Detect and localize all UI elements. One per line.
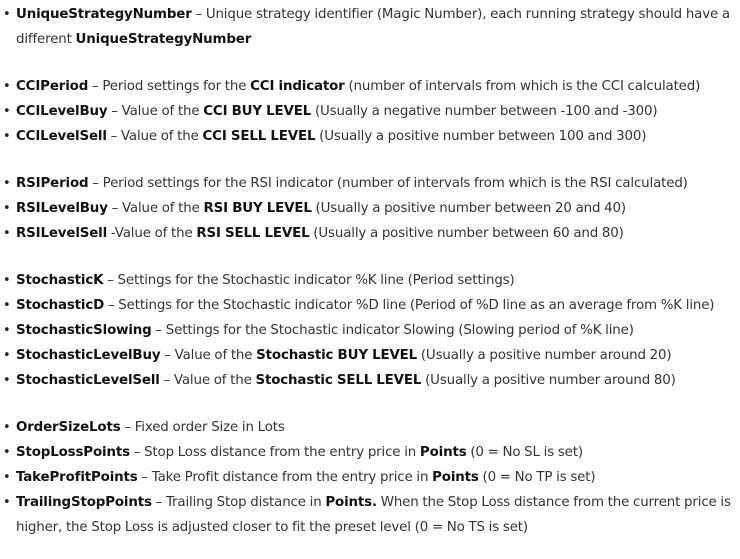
description-text: (Usually a negative number between -100 and -300) [311, 104, 658, 119]
bullet-icon: • [3, 176, 11, 191]
parameter-group [0, 268, 740, 393]
description-text: – Period settings for the [88, 79, 251, 94]
list-item [0, 440, 740, 465]
bullet-icon: • [3, 79, 11, 94]
description-text: – Settings for the Stochastic indicator %K line (Period settings) [103, 273, 515, 288]
description-text: (number of intervals from which is the CCI calculated) [344, 79, 701, 94]
parameter-name: UniqueStrategyNumber [16, 7, 192, 22]
parameter-name: RSILevelSell [16, 226, 108, 241]
emphasis-text: CCI indicator [250, 79, 345, 94]
bullet-icon: • [3, 323, 11, 338]
parameter-name: RSILevelBuy [16, 201, 108, 216]
description-text: (0 = No TP is set) [478, 470, 596, 485]
parameter-name: StochasticLevelBuy [16, 348, 161, 363]
list-item [0, 2, 740, 52]
description-text: – Unique strategy identifier (Magic Number), each running strategy should have a different [16, 7, 730, 47]
parameter-name: StopLossPoints [16, 445, 130, 460]
bullet-icon: • [3, 273, 11, 288]
list-item [0, 196, 740, 221]
emphasis-text: CCI BUY LEVEL [203, 104, 312, 119]
list-item [0, 293, 740, 318]
parameter-name: TrailingStopPoints [16, 495, 152, 510]
parameter-group [0, 415, 740, 540]
emphasis-text: RSI SELL LEVEL [196, 226, 310, 241]
parameter-name: CCIPeriod [16, 79, 89, 94]
description-text: – Stop Loss distance from the entry price in [129, 445, 420, 460]
list-item [0, 465, 740, 490]
bullet-icon: • [3, 445, 11, 460]
list-item [0, 368, 740, 393]
description-text: (Usually a positive number between 100 and 300) [315, 129, 647, 144]
description-text: -Value of the [107, 226, 197, 241]
parameter-name: StochasticLevelSell [16, 373, 160, 388]
emphasis-text: Points [432, 470, 479, 485]
list-item [0, 415, 740, 440]
bullet-icon: • [3, 104, 11, 119]
parameter-group [0, 171, 740, 246]
bullet-icon: • [3, 129, 11, 144]
list-item [0, 318, 740, 343]
emphasis-text: Points [419, 445, 467, 460]
description-text: (Usually a positive number between 60 and 80) [309, 226, 624, 241]
bullet-icon: • [3, 495, 11, 510]
description-text: (Usually a positive number around 20) [417, 348, 672, 363]
parameter-name: StochasticSlowing [16, 323, 152, 338]
description-text: (Usually a positive number around 80) [421, 373, 676, 388]
parameter-group [0, 74, 740, 149]
bullet-icon: • [3, 420, 11, 435]
description-text: – Fixed order Size in Lots [120, 420, 285, 435]
description-text: (Usually a positive number between 20 and 40) [311, 201, 626, 216]
list-item [0, 490, 740, 540]
description-text: – Value of the [160, 348, 257, 363]
description-text: – Trailing Stop distance in [151, 495, 326, 510]
bullet-icon: • [3, 201, 11, 216]
description-text: – Value of the [107, 104, 204, 119]
description-text: – Take Profit distance from the entry price in [137, 470, 433, 485]
emphasis-text: UniqueStrategyNumber [75, 32, 252, 47]
parameter-name: TakeProfitPoints [16, 470, 138, 485]
list-item [0, 124, 740, 149]
bullet-icon: • [3, 373, 11, 388]
list-item [0, 99, 740, 124]
parameter-name: CCILevelBuy [16, 104, 108, 119]
list-item [0, 221, 740, 246]
emphasis-text: RSI BUY LEVEL [203, 201, 312, 216]
emphasis-text: Stochastic BUY LEVEL [256, 348, 418, 363]
bullet-icon: • [3, 226, 11, 241]
list-item [0, 171, 740, 196]
description-text: (0 = No SL is set) [466, 445, 583, 460]
parameter-groups [0, 2, 740, 540]
bullet-icon: • [3, 470, 11, 485]
list-item [0, 343, 740, 368]
description-text: – Settings for the Stochastic indicator Slowing (Slowing period of %K line) [151, 323, 634, 338]
description-text: – Settings for the Stochastic indicator %D line (Period of %D line as an average from %K line) [104, 298, 715, 313]
emphasis-text: Stochastic SELL LEVEL [255, 373, 422, 388]
bullet-icon: • [3, 298, 11, 313]
list-item [0, 74, 740, 99]
description-text: – Value of the [106, 129, 203, 144]
parameter-group [0, 2, 740, 52]
description-text: – Value of the [107, 201, 204, 216]
parameter-name: CCILevelSell [16, 129, 107, 144]
parameter-name: StochasticK [16, 273, 104, 288]
list-item [0, 268, 740, 293]
description-text: When the Stop Loss distance from the current price is higher, the Stop Loss is adjusted closer to fit the preset level (0 = No TS is set) [16, 495, 731, 535]
emphasis-text: Points. [325, 495, 377, 510]
parameter-name: OrderSizeLots [16, 420, 121, 435]
description-text: – Period settings for the RSI indicator (number of intervals from which is the RSI calculated) [88, 176, 688, 191]
parameter-name: StochasticD [16, 298, 105, 313]
emphasis-text: CCI SELL LEVEL [202, 129, 316, 144]
bullet-icon: • [3, 7, 11, 22]
bullet-icon: • [3, 348, 11, 363]
parameter-name: RSIPeriod [16, 176, 89, 191]
description-text: – Value of the [159, 373, 256, 388]
